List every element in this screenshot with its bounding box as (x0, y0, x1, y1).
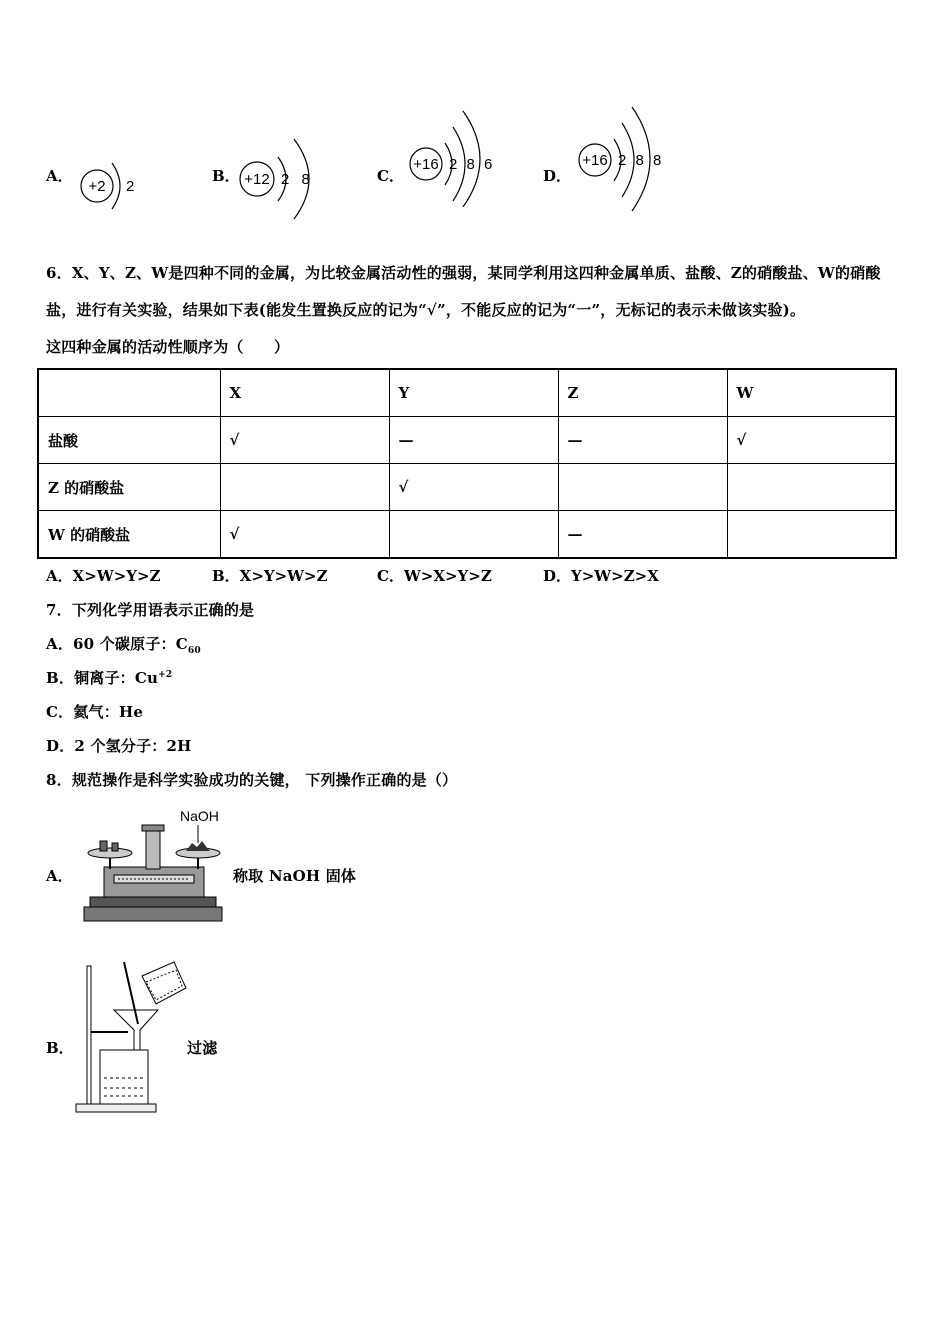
table-cell (727, 464, 896, 511)
balance-scale-image (80, 803, 230, 925)
table-cell: √ (220, 417, 389, 464)
table-row (38, 464, 896, 511)
q7-option-a (46, 633, 201, 656)
q7-d-label: D．2 个氢分子： (46, 737, 167, 755)
q6-stem-line1: 6．X、Y、Z、W是四种不同的金属，为比较金属活动性的强弱，某同学利用这四种金属单质、盐酸、Z的硝酸盐、W的硝酸 (46, 264, 881, 282)
q6-stem-line2: 盐，进行有关实验，结果如下表(能发生置换反应的记为“√”，不能反应的记为“一”，无标记的表示未做该实验)。 (46, 301, 806, 319)
q8-stem: 8．规范操作是科学实验成功的关键， 下列操作正确的是（） (46, 771, 458, 789)
q7-d-formula: 2H (166, 737, 192, 755)
q8-option-b-caption: 过滤 (187, 1039, 218, 1057)
table-cell: Z 的硝酸盐 (38, 464, 220, 511)
table-cell: √ (389, 464, 558, 511)
q5-a-shells: 2 (126, 178, 135, 195)
table-cell: — (558, 511, 727, 559)
table-cell: √ (727, 417, 896, 464)
q7-b-superscript: +2 (158, 670, 173, 680)
q5-option-d-letter: D． (543, 167, 572, 185)
activity-table (37, 368, 897, 559)
q5-a-nucleus: +2 (88, 178, 106, 195)
q5-option-c-letter: C． (377, 167, 404, 185)
q8-option-a-letter: A． (46, 867, 73, 885)
table-cell: √ (220, 511, 389, 559)
q7-a-label: A．60 个碳原子： (46, 635, 176, 653)
q5-option-d-diagram (574, 103, 674, 215)
q6-option-a: A．X>W>Y>Z (46, 567, 161, 585)
q6-option-c: C．W>X>Y>Z (377, 567, 492, 585)
q5-d-nucleus: +16 (582, 152, 608, 169)
q5-option-b-letter: B． (212, 167, 240, 185)
q7-b-formula: Cu (134, 669, 159, 687)
q6-stem-line3: 这四种金属的活动性顺序为（ ） (46, 338, 290, 356)
table-header-cell (38, 369, 220, 417)
table-row (38, 511, 896, 559)
q5-c-nucleus: +16 (413, 156, 439, 173)
q5-option-a-diagram (74, 155, 144, 217)
q5-b-shells: 2 8 (281, 171, 310, 188)
table-cell (727, 511, 896, 559)
filtration-setup-image (72, 958, 192, 1116)
naoh-label: NaOH (180, 808, 219, 824)
table-cell: 盐酸 (38, 417, 220, 464)
table-cell (220, 464, 389, 511)
table-cell: W 的硝酸盐 (38, 511, 220, 559)
q8-option-a-caption: 称取 NaOH 固体 (233, 867, 357, 885)
q7-c-label: C．氦气： (46, 703, 119, 721)
q5-c-shells: 2 8 6 (449, 156, 493, 173)
q6-option-d: D．Y>W>Z>X (543, 567, 659, 585)
table-header-cell: W (727, 369, 896, 417)
table-cell (389, 511, 558, 559)
q5-option-a-letter: A． (46, 167, 73, 185)
q7-option-c (46, 701, 143, 722)
q7-a-subscript: 60 (187, 646, 201, 656)
q7-stem: 7．下列化学用语表示正确的是 (46, 601, 255, 619)
table-row (38, 417, 896, 464)
table-header-cell: X (220, 369, 389, 417)
table-cell (558, 464, 727, 511)
table-cell: — (558, 417, 727, 464)
table-header-cell: Z (558, 369, 727, 417)
q5-option-b-diagram (234, 135, 324, 223)
q7-b-label: B．铜离子： (46, 669, 135, 687)
q5-b-nucleus: +12 (244, 171, 270, 188)
q7-a-formula: C (175, 635, 188, 653)
table-header-cell: Y (389, 369, 558, 417)
q5-option-c-diagram (405, 107, 505, 207)
table-header-row (38, 369, 896, 417)
q7-option-d (46, 735, 191, 756)
q7-option-b (46, 667, 172, 688)
q5-d-shells: 2 8 8 (618, 152, 662, 169)
q6-option-b: B．X>Y>W>Z (212, 567, 328, 585)
table-cell: — (389, 417, 558, 464)
q7-c-formula: He (118, 703, 144, 721)
q8-option-b-letter: B． (46, 1039, 74, 1057)
